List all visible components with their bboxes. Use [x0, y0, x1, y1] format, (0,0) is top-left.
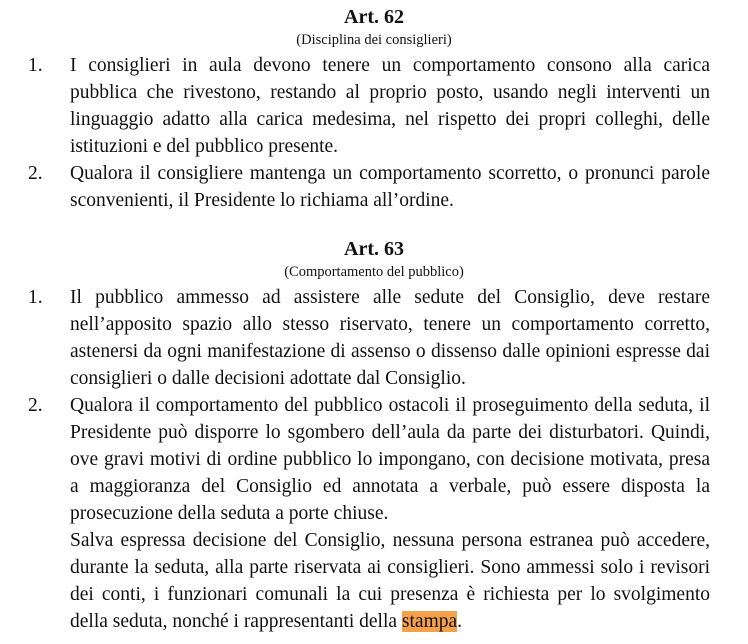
clause-text-paragraph-2 — [70, 527, 710, 635]
article-63-clauses — [0, 284, 748, 635]
article-62 — [0, 4, 748, 214]
clause-62-1 — [0, 52, 748, 160]
clause-63-2 — [0, 392, 748, 635]
clause-number: 2. — [28, 163, 43, 184]
clause-63-1 — [0, 284, 748, 392]
clause-62-2 — [0, 160, 748, 214]
clause-number: 2. — [28, 395, 43, 416]
clause-text: I consiglieri in aula devono tenere un comportamento consono alla carica pubblica che rivestono, restando al proprio posto, usando negli interventi un linguaggio adatto alla carica medesima, nel rispetto dei propri colleghi, delle istituzioni e del pubblico presente. — [70, 55, 710, 157]
clause-number: 1. — [28, 287, 43, 308]
clause-body — [70, 392, 710, 635]
article-63-title: Art. 63 — [344, 238, 404, 260]
article-62-subtitle: (Disciplina dei consiglieri) — [296, 32, 452, 48]
highlighted-word: stampa — [401, 611, 458, 632]
clause-text-after-highlight: . — [457, 611, 463, 632]
clause-text: Il pubblico ammesso ad assistere alle sedute del Consiglio, deve restare nell’apposito spazio allo stesso riservato, tenere un comportamento corretto, astenersi da ogni manifestazione di assenso o dissenso dalle opinioni espresse dai consiglieri o dalle decisioni adottate dal Consiglio. — [70, 287, 710, 389]
clause-text-paragraph-1: Qualora il comportamento del pubblico ostacoli il proseguimento della seduta, il Presidente può disporre lo sgombero dell’aula da parte dei disturbatori. Quindi, ove gravi motivi di ordine pubblico lo impongano, con decisione motivata, presa a maggioranza del Consiglio ed annotata a verbale, può essere disposta la prosecuzione della seduta a porte chiuse. — [70, 395, 710, 524]
article-62-title: Art. 62 — [344, 6, 404, 28]
article-63-subtitle: (Comportamento del pubblico) — [284, 264, 464, 280]
clause-number: 1. — [28, 55, 43, 76]
clause-text-before-highlight: Salva espressa decisione del Consiglio, nessuna persona estranea può accedere, durante la seduta, alla parte riservata ai consiglieri. Sono ammessi solo i revisori dei conti, i funzionari comunali la cui presenza è richiesta per lo svolgimento della seduta, nonché i rappresentanti della — [70, 530, 710, 632]
clause-text: Qualora il consigliere mantenga un comportamento scorretto, o pronunci parole sconvenienti, il Presidente lo richiama all’ordine. — [70, 163, 710, 211]
article-62-clauses — [0, 52, 748, 214]
article-63 — [0, 236, 748, 635]
